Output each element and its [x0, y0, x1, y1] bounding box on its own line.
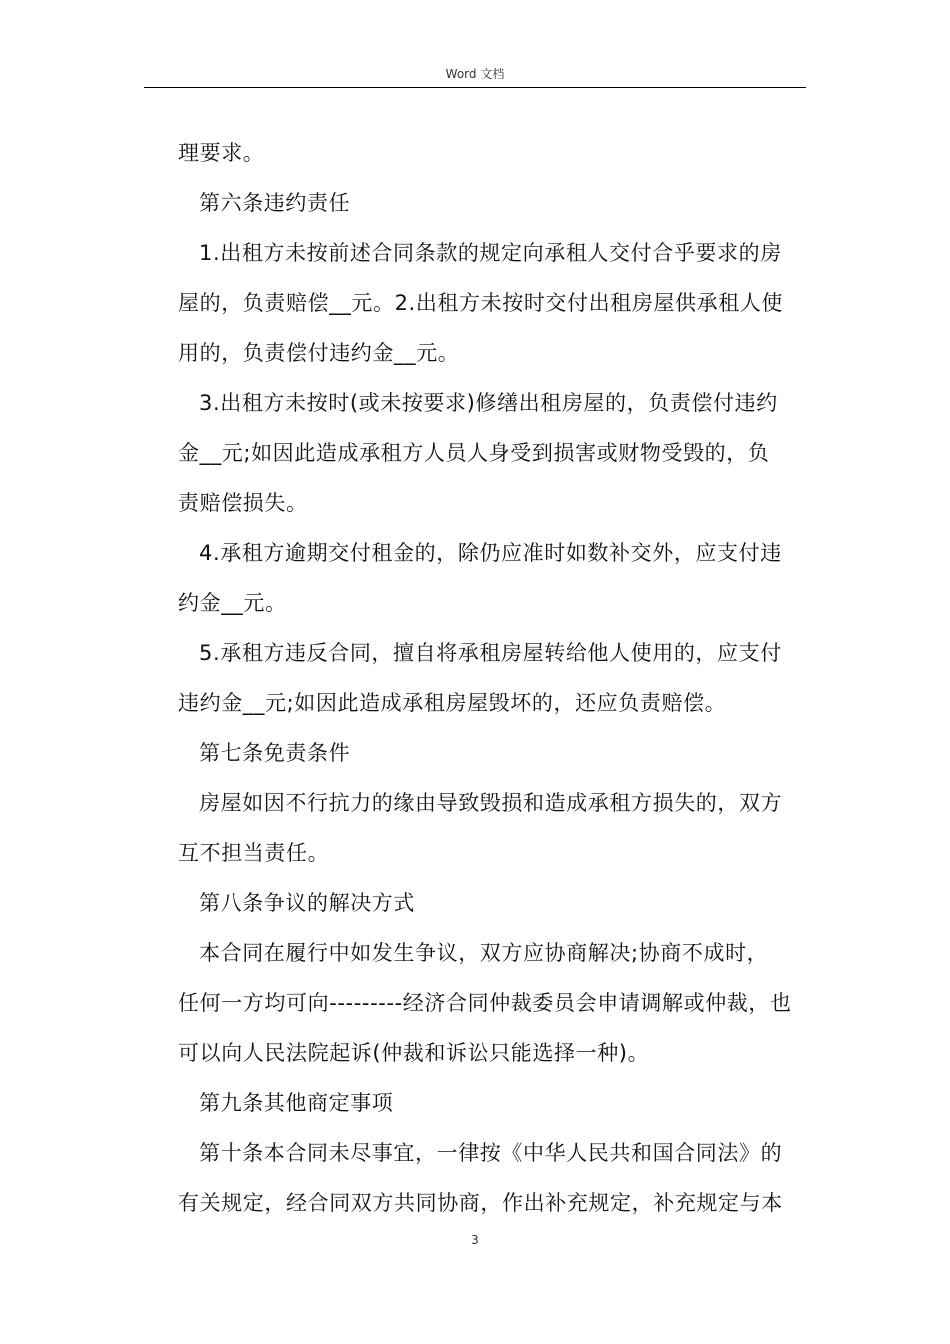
body-line: 互不担当责任。 [178, 841, 330, 865]
body-line: 金__元;如因此造成承租方人员人身受到损害或财物受毁的，负 [178, 441, 770, 465]
body-line: 可以向人民法院起诉(仲裁和诉讼只能选择一种)。 [178, 1041, 650, 1065]
page-header: Word 文档 [445, 67, 505, 81]
section-heading: 第七条免责条件 [199, 741, 351, 765]
body-line: 用的，负责偿付违约金__元。 [178, 341, 460, 365]
body-line: 3.出租方未按时(或未按要求)修缮出租房屋的，负责偿付违约 [199, 391, 778, 415]
section-heading: 第九条其他商定事项 [199, 1091, 394, 1115]
body-line: 5.承租方违反合同，擅自将承租房屋转给他人使用的，应支付 [199, 641, 782, 665]
section-heading: 第六条违约责任 [199, 191, 351, 215]
section-heading: 第八条争议的解决方式 [199, 891, 415, 915]
body-line: 本合同在履行中如发生争议，双方应协商解决;协商不成时， [199, 941, 769, 965]
header-divider [144, 87, 806, 88]
body-line: 责赔偿损失。 [178, 491, 308, 515]
document-body [178, 128, 808, 1228]
page-number: 3 [471, 1233, 479, 1247]
body-line: 4.承租方逾期交付租金的，除仍应准时如数补交外，应支付违 [199, 541, 782, 565]
body-line: 违约金__元;如因此造成承租房屋毁坏的，还应负责赔偿。 [178, 691, 727, 715]
body-line: 约金__元。 [178, 591, 287, 615]
body-line: 第十条本合同未尽事宜，一律按《中华人民共和国合同法》的 [199, 1141, 783, 1165]
body-line: 房屋如因不行抗力的缘由导致毁损和造成承租方损失的，双方 [199, 791, 783, 815]
body-line: 1.出租方未按前述合同条款的规定向承租人交付合乎要求的房 [199, 241, 782, 265]
body-line: 任何一方均可向---------经济合同仲裁委员会申请调解或仲裁，也 [178, 991, 792, 1015]
body-line: 有关规定，经合同双方共同协商，作出补充规定，补充规定与本 [178, 1191, 783, 1215]
body-line: 理要求。 [178, 141, 265, 165]
body-line: 屋的，负责赔偿__元。2.出租方未按时交付出租房屋供承租人使 [178, 291, 784, 315]
